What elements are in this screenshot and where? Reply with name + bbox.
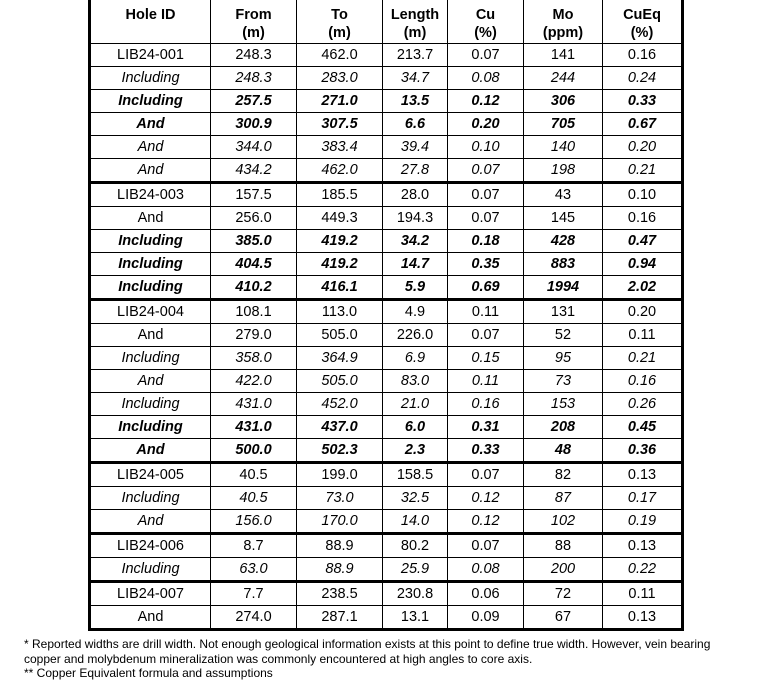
cell-hole-id: Including — [90, 90, 211, 113]
cell-mo: 153 — [524, 393, 603, 416]
header-cu-label: Cu — [475, 7, 496, 23]
cell-mo: 1994 — [524, 276, 603, 300]
cell-mo: 306 — [524, 90, 603, 113]
cell-mo: 705 — [524, 113, 603, 136]
cell-cueq: 0.47 — [603, 230, 683, 253]
table-row — [90, 370, 683, 393]
cell-cueq: 0.20 — [603, 300, 683, 324]
cell-mo: 73 — [524, 370, 603, 393]
cell-cueq: 0.11 — [603, 582, 683, 606]
cell-mo: 82 — [524, 463, 603, 487]
cell-cu: 0.08 — [448, 558, 524, 582]
cell-to: 416.1 — [297, 276, 383, 300]
header-length-label: Length — [390, 7, 440, 23]
table-row — [90, 582, 683, 606]
cell-from: 422.0 — [211, 370, 297, 393]
cell-mo: 428 — [524, 230, 603, 253]
cell-cueq: 0.94 — [603, 253, 683, 276]
header-to-label: To — [331, 7, 348, 23]
cell-hole-id: Including — [90, 393, 211, 416]
cell-mo: 43 — [524, 183, 603, 207]
cell-length: 213.7 — [383, 44, 448, 67]
footnote-drill-width: * Reported widths are drill width. Not enough geological information exists at this point to define true width. However, vein bearing copper and molybdenum mineralization was commonly encountered at high angles to core axis. — [24, 637, 711, 666]
cell-length: 5.9 — [383, 276, 448, 300]
cell-length: 14.7 — [383, 253, 448, 276]
cell-cueq: 0.67 — [603, 113, 683, 136]
cell-cu: 0.08 — [448, 67, 524, 90]
header-cueq-unit: (%) — [630, 25, 654, 41]
cell-from: 434.2 — [211, 159, 297, 183]
cell-mo: 67 — [524, 606, 603, 630]
cell-cu: 0.69 — [448, 276, 524, 300]
cell-mo: 131 — [524, 300, 603, 324]
cell-mo: 140 — [524, 136, 603, 159]
cell-length: 25.9 — [383, 558, 448, 582]
table-row — [90, 487, 683, 510]
header-cueq — [603, 0, 683, 44]
cell-cu: 0.07 — [448, 44, 524, 67]
drill-results-table — [88, 0, 684, 631]
cell-length: 230.8 — [383, 582, 448, 606]
cell-mo: 141 — [524, 44, 603, 67]
cell-length: 2.3 — [383, 439, 448, 463]
header-hole-id — [90, 0, 211, 44]
cell-to: 419.2 — [297, 230, 383, 253]
cell-cu: 0.16 — [448, 393, 524, 416]
cell-hole-id: LIB24-001 — [90, 44, 211, 67]
cell-length: 83.0 — [383, 370, 448, 393]
cell-mo: 95 — [524, 347, 603, 370]
cell-from: 40.5 — [211, 463, 297, 487]
cell-to: 383.4 — [297, 136, 383, 159]
header-from — [211, 0, 297, 44]
cell-cu: 0.07 — [448, 207, 524, 230]
cell-from: 404.5 — [211, 253, 297, 276]
table-row — [90, 113, 683, 136]
cell-to: 238.5 — [297, 582, 383, 606]
cell-hole-id: And — [90, 324, 211, 347]
table-row — [90, 276, 683, 300]
cell-length: 39.4 — [383, 136, 448, 159]
cell-cu: 0.07 — [448, 183, 524, 207]
cell-hole-id: And — [90, 370, 211, 393]
cell-from: 7.7 — [211, 582, 297, 606]
footnote-copper-equivalent: ** Copper Equivalent formula and assumptions — [24, 666, 273, 680]
cell-to: 271.0 — [297, 90, 383, 113]
cell-hole-id: And — [90, 136, 211, 159]
table-row — [90, 534, 683, 558]
header-from-unit: (m) — [242, 25, 265, 41]
table-row — [90, 347, 683, 370]
header-mo-label: Mo — [552, 7, 574, 23]
cell-mo: 200 — [524, 558, 603, 582]
cell-cueq: 0.21 — [603, 159, 683, 183]
cell-cueq: 0.33 — [603, 90, 683, 113]
header-cu-unit: (%) — [474, 25, 497, 41]
cell-cueq: 0.36 — [603, 439, 683, 463]
cell-hole-id: Including — [90, 416, 211, 439]
cell-hole-id: LIB24-007 — [90, 582, 211, 606]
header-from-label: From — [235, 7, 272, 23]
cell-to: 185.5 — [297, 183, 383, 207]
cell-from: 248.3 — [211, 67, 297, 90]
table-row — [90, 463, 683, 487]
cell-cu: 0.12 — [448, 90, 524, 113]
cell-cueq: 0.16 — [603, 207, 683, 230]
cell-cu: 0.35 — [448, 253, 524, 276]
cell-from: 358.0 — [211, 347, 297, 370]
cell-to: 287.1 — [297, 606, 383, 630]
header-length — [383, 0, 448, 44]
cell-cu: 0.10 — [448, 136, 524, 159]
cell-length: 226.0 — [383, 324, 448, 347]
cell-cu: 0.07 — [448, 463, 524, 487]
cell-hole-id: LIB24-006 — [90, 534, 211, 558]
table-row — [90, 253, 683, 276]
table-row — [90, 416, 683, 439]
cell-from: 344.0 — [211, 136, 297, 159]
cell-to: 449.3 — [297, 207, 383, 230]
cell-cu: 0.31 — [448, 416, 524, 439]
cell-length: 6.6 — [383, 113, 448, 136]
cell-from: 300.9 — [211, 113, 297, 136]
cell-cueq: 0.16 — [603, 44, 683, 67]
cell-length: 32.5 — [383, 487, 448, 510]
cell-length: 13.5 — [383, 90, 448, 113]
cell-cueq: 0.17 — [603, 487, 683, 510]
cell-cueq: 0.22 — [603, 558, 683, 582]
cell-from: 156.0 — [211, 510, 297, 534]
cell-to: 88.9 — [297, 534, 383, 558]
cell-from: 108.1 — [211, 300, 297, 324]
cell-cu: 0.20 — [448, 113, 524, 136]
cell-hole-id: And — [90, 439, 211, 463]
header-cueq-label: CuEq — [623, 7, 661, 23]
cell-to: 505.0 — [297, 324, 383, 347]
cell-cueq: 0.11 — [603, 324, 683, 347]
cell-to: 462.0 — [297, 44, 383, 67]
cell-to: 88.9 — [297, 558, 383, 582]
cell-cueq: 2.02 — [603, 276, 683, 300]
cell-length: 194.3 — [383, 207, 448, 230]
cell-cueq: 0.26 — [603, 393, 683, 416]
cell-cueq: 0.19 — [603, 510, 683, 534]
table-row — [90, 393, 683, 416]
cell-mo: 883 — [524, 253, 603, 276]
cell-from: 8.7 — [211, 534, 297, 558]
cell-length: 21.0 — [383, 393, 448, 416]
table-row — [90, 183, 683, 207]
cell-length: 34.7 — [383, 67, 448, 90]
cell-cu: 0.07 — [448, 534, 524, 558]
header-hole-id-label: Hole ID — [125, 7, 176, 23]
cell-length: 158.5 — [383, 463, 448, 487]
cell-length: 6.0 — [383, 416, 448, 439]
cell-from: 40.5 — [211, 487, 297, 510]
cell-from: 63.0 — [211, 558, 297, 582]
cell-to: 502.3 — [297, 439, 383, 463]
table-row — [90, 510, 683, 534]
cell-mo: 102 — [524, 510, 603, 534]
cell-hole-id: And — [90, 606, 211, 630]
cell-hole-id: LIB24-003 — [90, 183, 211, 207]
table-row — [90, 44, 683, 67]
cell-mo: 244 — [524, 67, 603, 90]
cell-hole-id: Including — [90, 558, 211, 582]
table-row — [90, 324, 683, 347]
cell-to: 283.0 — [297, 67, 383, 90]
table-row — [90, 136, 683, 159]
cell-cu: 0.18 — [448, 230, 524, 253]
table-row — [90, 67, 683, 90]
cell-hole-id: LIB24-005 — [90, 463, 211, 487]
cell-from: 274.0 — [211, 606, 297, 630]
cell-from: 410.2 — [211, 276, 297, 300]
cell-mo: 198 — [524, 159, 603, 183]
cell-length: 13.1 — [383, 606, 448, 630]
table-row — [90, 606, 683, 630]
cell-cu: 0.09 — [448, 606, 524, 630]
cell-hole-id: Including — [90, 487, 211, 510]
cell-from: 248.3 — [211, 44, 297, 67]
cell-hole-id: Including — [90, 276, 211, 300]
table-row — [90, 439, 683, 463]
cell-from: 279.0 — [211, 324, 297, 347]
table-row — [90, 558, 683, 582]
cell-length: 80.2 — [383, 534, 448, 558]
header-to — [297, 0, 383, 44]
cell-hole-id: Including — [90, 67, 211, 90]
cell-mo: 145 — [524, 207, 603, 230]
cell-to: 452.0 — [297, 393, 383, 416]
cell-hole-id: And — [90, 207, 211, 230]
cell-from: 256.0 — [211, 207, 297, 230]
cell-to: 462.0 — [297, 159, 383, 183]
cell-length: 27.8 — [383, 159, 448, 183]
cell-hole-id: And — [90, 159, 211, 183]
cell-length: 28.0 — [383, 183, 448, 207]
cell-cu: 0.11 — [448, 300, 524, 324]
cell-cueq: 0.45 — [603, 416, 683, 439]
cell-to: 73.0 — [297, 487, 383, 510]
cell-cueq: 0.20 — [603, 136, 683, 159]
cell-hole-id: Including — [90, 230, 211, 253]
table-body — [90, 44, 683, 630]
cell-from: 157.5 — [211, 183, 297, 207]
cell-cu: 0.11 — [448, 370, 524, 393]
cell-hole-id: And — [90, 113, 211, 136]
cell-mo: 52 — [524, 324, 603, 347]
header-hole-id-unit — [91, 24, 210, 42]
cell-to: 364.9 — [297, 347, 383, 370]
cell-cu: 0.15 — [448, 347, 524, 370]
table-row — [90, 207, 683, 230]
cell-mo: 72 — [524, 582, 603, 606]
cell-hole-id: Including — [90, 347, 211, 370]
table-header-row — [90, 0, 683, 44]
cell-cu: 0.12 — [448, 510, 524, 534]
cell-length: 34.2 — [383, 230, 448, 253]
header-mo — [524, 0, 603, 44]
cell-hole-id: LIB24-004 — [90, 300, 211, 324]
cell-to: 113.0 — [297, 300, 383, 324]
cell-mo: 88 — [524, 534, 603, 558]
cell-cu: 0.07 — [448, 159, 524, 183]
cell-length: 4.9 — [383, 300, 448, 324]
cell-cueq: 0.21 — [603, 347, 683, 370]
cell-from: 500.0 — [211, 439, 297, 463]
cell-length: 6.9 — [383, 347, 448, 370]
cell-mo: 48 — [524, 439, 603, 463]
cell-to: 170.0 — [297, 510, 383, 534]
cell-cueq: 0.24 — [603, 67, 683, 90]
table-row — [90, 230, 683, 253]
cell-cueq: 0.13 — [603, 463, 683, 487]
cell-from: 431.0 — [211, 393, 297, 416]
cell-to: 307.5 — [297, 113, 383, 136]
cell-cu: 0.06 — [448, 582, 524, 606]
table-row — [90, 159, 683, 183]
table-row — [90, 300, 683, 324]
header-cu — [448, 0, 524, 44]
header-mo-unit: (ppm) — [542, 25, 584, 41]
cell-cu: 0.33 — [448, 439, 524, 463]
cell-hole-id: Including — [90, 253, 211, 276]
cell-cu: 0.12 — [448, 487, 524, 510]
cell-length: 14.0 — [383, 510, 448, 534]
cell-cueq: 0.16 — [603, 370, 683, 393]
cell-mo: 208 — [524, 416, 603, 439]
cell-cueq: 0.13 — [603, 606, 683, 630]
cell-to: 419.2 — [297, 253, 383, 276]
cell-hole-id: And — [90, 510, 211, 534]
cell-from: 257.5 — [211, 90, 297, 113]
cell-from: 385.0 — [211, 230, 297, 253]
table-row — [90, 90, 683, 113]
header-to-unit: (m) — [328, 25, 351, 41]
cell-cueq: 0.13 — [603, 534, 683, 558]
cell-mo: 87 — [524, 487, 603, 510]
cell-from: 431.0 — [211, 416, 297, 439]
cell-cueq: 0.10 — [603, 183, 683, 207]
cell-to: 437.0 — [297, 416, 383, 439]
cell-to: 199.0 — [297, 463, 383, 487]
header-length-unit: (m) — [403, 25, 427, 41]
cell-to: 505.0 — [297, 370, 383, 393]
cell-cu: 0.07 — [448, 324, 524, 347]
